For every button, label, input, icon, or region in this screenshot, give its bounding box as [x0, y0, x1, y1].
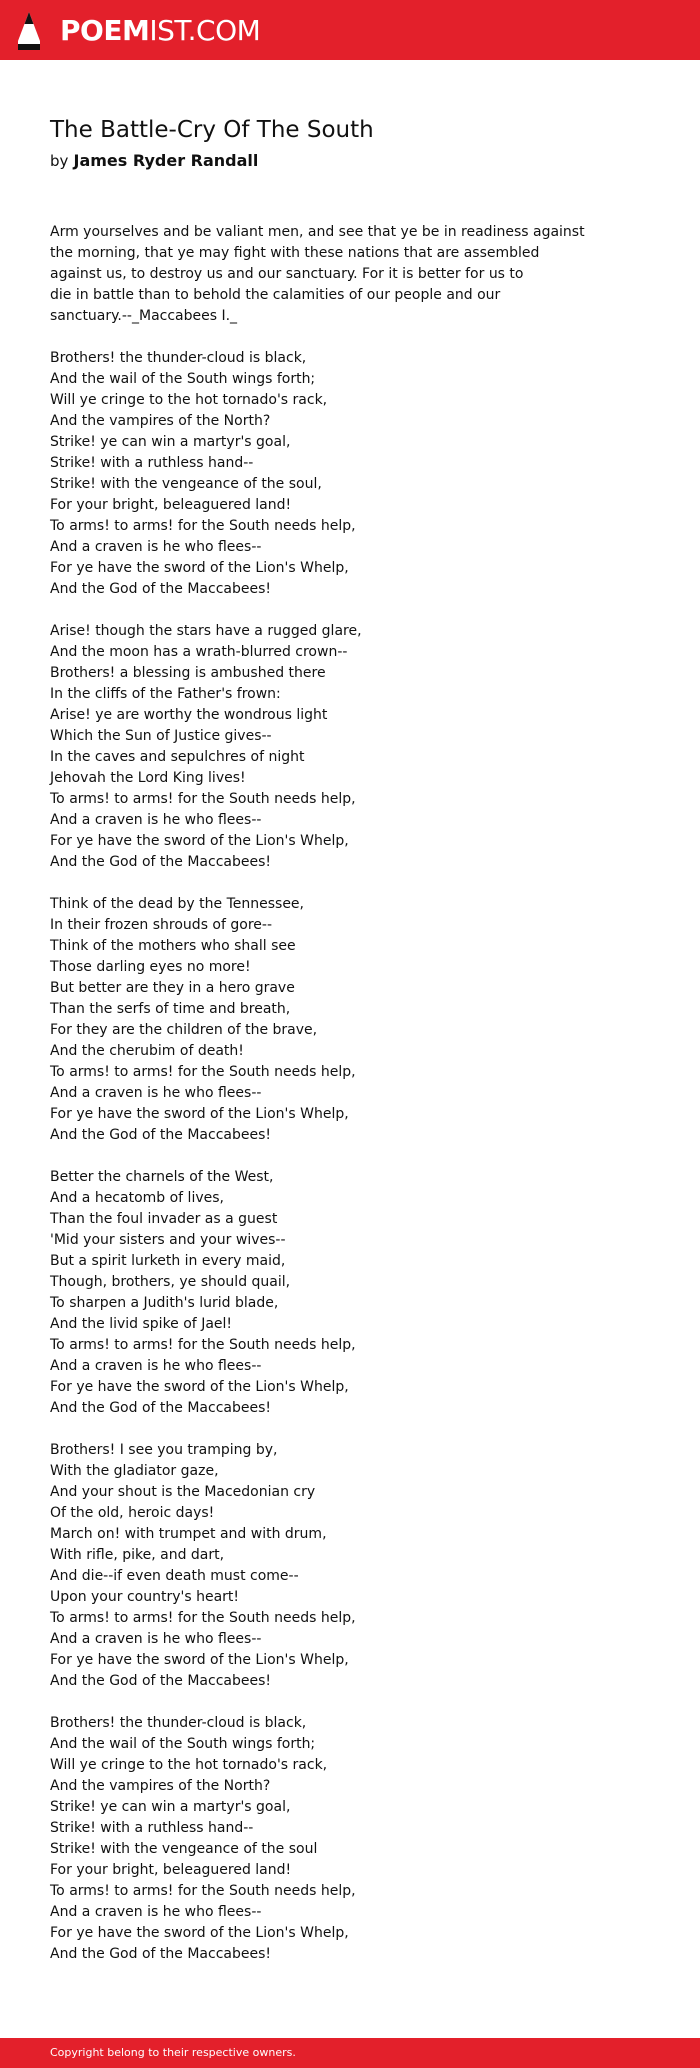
poem-line: 'Mid your sisters and your wives-- [50, 1232, 286, 1248]
poem-line: Will ye cringe to the hot tornado's rack, [50, 392, 328, 408]
poem-line: And the God of the Maccabees! [50, 1673, 271, 1689]
poem-line: Strike! with the vengeance of the soul, [50, 476, 322, 492]
poem-line: Than the serfs of time and breath, [50, 1001, 291, 1017]
byline [50, 148, 590, 174]
poem-content [50, 112, 590, 1986]
poem-line: sanctuary.--_Maccabees I._ [50, 308, 238, 324]
poem-line: To arms! to arms! for the South needs help, [50, 791, 356, 807]
poem-line: To arms! to arms! for the South needs help, [50, 1337, 356, 1353]
poem-line: Think of the dead by the Tennessee, [50, 896, 304, 912]
poem-line: But better are they in a hero grave [50, 980, 295, 996]
poem-line: In the caves and sepulchres of night [50, 749, 305, 765]
poem-line: Than the foul invader as a guest [50, 1211, 278, 1227]
poem-stanza [50, 1713, 590, 1965]
poem-line: And a craven is he who flees-- [50, 1631, 262, 1647]
pencil-tip-icon [16, 11, 42, 51]
poem-title: The Battle-Cry Of The South [50, 117, 374, 143]
poem-line: March on! with trumpet and with drum, [50, 1526, 327, 1542]
poem-line: Those darling eyes no more! [50, 959, 251, 975]
poem-line: Arise! though the stars have a rugged glare, [50, 623, 362, 639]
poem-line: And die--if even death must come-- [50, 1568, 299, 1584]
poem-line: Though, brothers, ye should quail, [50, 1274, 291, 1290]
poem-stanza [50, 222, 590, 327]
poem-line: And your shout is the Macedonian cry [50, 1484, 316, 1500]
poem-line: With rifle, pike, and dart, [50, 1547, 225, 1563]
poem-line: To arms! to arms! for the South needs help, [50, 1610, 356, 1626]
poem-line: Jehovah the Lord King lives! [50, 770, 246, 786]
logo-text-bold: POEM [60, 14, 150, 47]
poem-line: To arms! to arms! for the South needs help, [50, 1064, 356, 1080]
logo-text-light: IST.COM [149, 14, 261, 47]
poem-line: And the wail of the South wings forth; [50, 371, 316, 387]
logo-text [60, 11, 260, 51]
poem-line: And the vampires of the North? [50, 413, 271, 429]
author-name[interactable]: James Ryder Randall [73, 151, 259, 170]
poem-line: To arms! to arms! for the South needs help, [50, 1883, 356, 1899]
poem-line: the morning, that ye may fight with these nations that are assembled [50, 245, 540, 261]
poem-line: In their frozen shrouds of gore-- [50, 917, 272, 933]
poem-line: And a craven is he who flees-- [50, 539, 262, 555]
poem-body [50, 222, 590, 1965]
poem-line: For they are the children of the brave, [50, 1022, 318, 1038]
poem-line: And a craven is he who flees-- [50, 1904, 262, 1920]
poem-line: Brothers! the thunder-cloud is black, [50, 350, 307, 366]
poem-line: For your bright, beleaguered land! [50, 1862, 292, 1878]
poem-line: Brothers! the thunder-cloud is black, [50, 1715, 307, 1731]
poem-line: And the cherubim of death! [50, 1043, 244, 1059]
poem-line: Strike! ye can win a martyr's goal, [50, 434, 291, 450]
poem-line: For ye have the sword of the Lion's Whelp, [50, 1925, 349, 1941]
poem-line: Strike! with the vengeance of the soul [50, 1841, 318, 1857]
poem-line: Brothers! I see you tramping by, [50, 1442, 278, 1458]
poem-line: And a craven is he who flees-- [50, 812, 262, 828]
copyright-text: Copyright belong to their respective owners. [50, 2046, 296, 2059]
poem-line: And a craven is he who flees-- [50, 1358, 262, 1374]
poem-line: Upon your country's heart! [50, 1589, 240, 1605]
poem-stanza [50, 894, 590, 1146]
poem-line: Strike! ye can win a martyr's goal, [50, 1799, 291, 1815]
poem-line: For ye have the sword of the Lion's Whelp, [50, 1106, 349, 1122]
poem-line: And the God of the Maccabees! [50, 1946, 271, 1962]
poem-stanza [50, 621, 590, 873]
poem-line: And the God of the Maccabees! [50, 1127, 271, 1143]
byline-label: by [50, 152, 69, 170]
poem-line: With the gladiator gaze, [50, 1463, 219, 1479]
poem-line: To arms! to arms! for the South needs help, [50, 518, 356, 534]
poem-line: For ye have the sword of the Lion's Whelp, [50, 1652, 349, 1668]
poem-line: against us, to destroy us and our sanctuary. For it is better for us to [50, 266, 524, 282]
poem-line: But a spirit lurketh in every maid, [50, 1253, 286, 1269]
poem-line: To sharpen a Judith's lurid blade, [50, 1295, 279, 1311]
poem-line: And the God of the Maccabees! [50, 581, 271, 597]
poem-line: Which the Sun of Justice gives-- [50, 728, 272, 744]
site-header [0, 0, 700, 60]
poem-line: And a craven is he who flees-- [50, 1085, 262, 1101]
poem-line: And a hecatomb of lives, [50, 1190, 224, 1206]
poem-line: And the wail of the South wings forth; [50, 1736, 316, 1752]
poem-line: And the vampires of the North? [50, 1778, 271, 1794]
poem-line: For your bright, beleaguered land! [50, 497, 292, 513]
poem-line: And the moon has a wrath-blurred crown-- [50, 644, 348, 660]
poem-line: And the God of the Maccabees! [50, 854, 271, 870]
poem-line: And the livid spike of Jael! [50, 1316, 233, 1332]
poem-line: die in battle than to behold the calamities of our people and our [50, 287, 501, 303]
site-footer [0, 2038, 700, 2068]
poem-line: For ye have the sword of the Lion's Whelp, [50, 1379, 349, 1395]
poem-line: In the cliffs of the Father's frown: [50, 686, 281, 702]
poem-stanza [50, 1167, 590, 1419]
poem-line: Strike! with a ruthless hand-- [50, 455, 254, 471]
poem-line: For ye have the sword of the Lion's Whelp, [50, 833, 349, 849]
poem-stanza [50, 1440, 590, 1692]
site-logo[interactable] [16, 11, 260, 51]
poem-line: Of the old, heroic days! [50, 1505, 215, 1521]
poem-line: For ye have the sword of the Lion's Whelp, [50, 560, 349, 576]
poem-line: And the God of the Maccabees! [50, 1400, 271, 1416]
poem-line: Brothers! a blessing is ambushed there [50, 665, 326, 681]
poem-line: Arise! ye are worthy the wondrous light [50, 707, 328, 723]
poem-line: Will ye cringe to the hot tornado's rack, [50, 1757, 328, 1773]
poem-line: Think of the mothers who shall see [50, 938, 296, 954]
poem-line: Better the charnels of the West, [50, 1169, 274, 1185]
poem-line: Strike! with a ruthless hand-- [50, 1820, 254, 1836]
poem-line: Arm yourselves and be valiant men, and see that ye be in readiness against [50, 224, 585, 240]
poem-stanza [50, 348, 590, 600]
